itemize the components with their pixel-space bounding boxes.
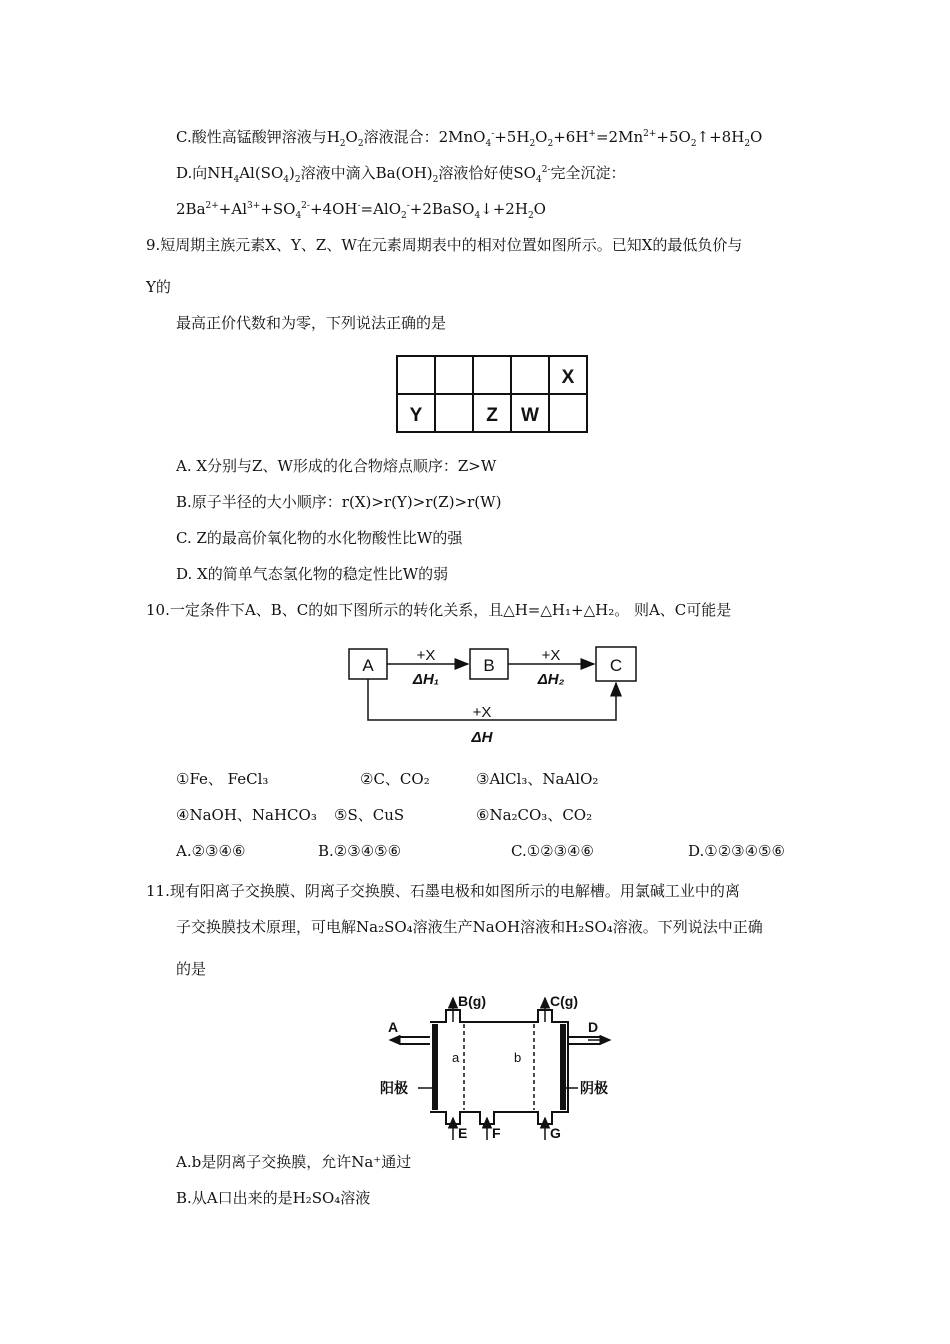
dh2-label: ΔH₂ [537, 671, 565, 688]
outlet-d-label: D [588, 1019, 599, 1035]
q10-answer-d: D.①②③④⑤⑥ [688, 842, 785, 860]
q10-answer-b: B.②③④⑤⑥ [318, 842, 402, 860]
box-c-label: C [609, 656, 623, 675]
arrow3-label: +X [472, 704, 492, 721]
cell-y: Y [409, 405, 423, 426]
q11-stem-line3: 的是 [176, 960, 207, 978]
q9-option-a: A. X分别与Z、W形成的化合物熔点顺序：Z>W [176, 457, 497, 475]
q10-stem: 10.一定条件下A、B、C的如下图所示的转化关系，且△H=△H₁+△H₂。 则A、C可能是 [146, 601, 732, 619]
q9-stem-line1: 9.短周期主族元素X、Y、Z、W在元素周期表中的相对位置如图所示。已知X的最低负价与 [146, 236, 743, 254]
cell-w: W [521, 405, 539, 426]
q10-pair-5: ⑤S、CuS [334, 806, 405, 824]
cell-z: Z [486, 405, 498, 426]
membrane-a-label: a [452, 1050, 460, 1065]
q11-stem-line2: 子交换膜技术原理，可电解Na₂SO₄溶液生产NaOH溶液和H₂SO₄溶液。下列说法中正确 [176, 918, 763, 936]
q9-option-b: B.原子半径的大小顺序：r(X)>r(Y)>r(Z)>r(W) [176, 493, 502, 511]
arrow2-label: +X [541, 647, 561, 664]
q8-option-c: C.酸性高锰酸钾溶液与$H_2O_2$溶液混合：$2MnO_4^-+5H_2O_2+6H^+=2Mn^{2+}+5O_2↑+8H_2O$ [176, 128, 763, 149]
q10-answer-a: A.②③④⑥ [176, 842, 246, 860]
q9-periodic-table [394, 353, 594, 437]
inlet-f-label: F [492, 1125, 501, 1141]
q11-electrolysis-cell [378, 992, 618, 1142]
q10-pair-3: ③AlCl₃、NaAlO₂ [476, 770, 599, 788]
q9-stem-line3: 最高正价代数和为零，下列说法正确的是 [176, 314, 447, 332]
anode-label: 阳极 [380, 1080, 408, 1096]
gas-b-label: B(g) [458, 993, 486, 1009]
inlet-g-label: G [550, 1125, 561, 1141]
box-b-label: B [483, 656, 495, 675]
cathode-label: 阴极 [580, 1080, 608, 1096]
cell-x: X [561, 367, 575, 388]
q8-option-d-line1: D.向$NH_4Al(SO_4)_2$溶液中滴入$Ba(OH)_2$溶液恰好使$SO_4^{2-}$完全沉淀： [176, 164, 626, 185]
q10-pair-1: ①Fe、 FeCl₃ [176, 770, 269, 788]
q9-option-c: C. Z的最高价氧化物的水化物酸性比W的强 [176, 529, 463, 547]
gas-c-label: C(g) [550, 993, 578, 1009]
arrow1-label: +X [416, 647, 436, 664]
q11-stem-line1: 11.现有阳离子交换膜、阴离子交换膜、石墨电极和如图所示的电解槽。用氯碱工业中的离 [146, 882, 740, 900]
q10-answer-c: C.①②③④⑥ [511, 842, 594, 860]
q10-pair-4: ④NaOH、NaHCO₃ [176, 806, 317, 824]
box-a-label: A [362, 656, 374, 675]
q10-pair-6: ⑥Na₂CO₃、CO₂ [476, 806, 593, 824]
q9-stem-line2: Y的 [146, 278, 171, 296]
membrane-b-label: b [514, 1050, 522, 1065]
q11-option-a: A.b是阴离子交换膜，允许Na⁺通过 [176, 1153, 412, 1171]
q9-option-d: D. X的简单气态氢化物的稳定性比W的弱 [176, 565, 449, 583]
dh-label: ΔH [471, 729, 493, 746]
q10-pair-2: ②C、CO₂ [360, 770, 430, 788]
q10-transformation-diagram [346, 640, 656, 750]
q11-option-b: B.从A口出来的是H₂SO₄溶液 [176, 1189, 371, 1207]
q8-option-d-line2: $2Ba^{2+}+Al^{3+}+SO_4^{2-}+4OH^-=AlO_2^-+2BaSO_4↓+2H_2O$ [176, 200, 546, 221]
inlet-e-label: E [458, 1125, 468, 1141]
outlet-a-label: A [388, 1019, 399, 1035]
dh1-label: ΔH₁ [412, 671, 440, 688]
